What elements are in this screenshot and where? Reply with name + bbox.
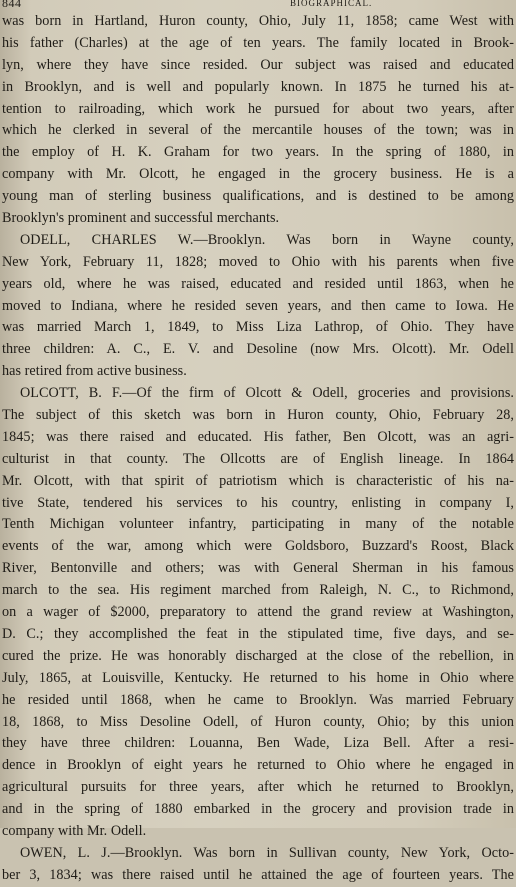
text-line: tention to railroading, which work he pursued for about two years, after	[2, 100, 514, 117]
text-line: River, Bentonville and others; was with General Sherman in his famous	[2, 560, 514, 577]
text-line: Mr. Olcott, with that spirit of patriotism which is characteristic of his na-	[2, 472, 514, 489]
text-line: was born in Hartland, Huron county, Ohio, July 11, 1858; came West with	[2, 13, 514, 29]
text-line: young man of sterling business qualifications, and is destined to be among	[2, 188, 514, 205]
text-line: July, 1865, at Louisville, Kentucky. He returned to his home in Ohio where	[2, 669, 514, 686]
page-header	[0, 0, 516, 10]
text-line: company with Mr. Odell.	[2, 822, 147, 839]
text-line: lyn, where they have since resided. Our subject was raised and educated	[2, 56, 514, 73]
text-line: dence in Brooklyn of eight years he returned to Ohio where he engaged in	[2, 757, 514, 774]
text-line: and in the spring of 1880 embarked in the grocery and provision trade in	[2, 801, 514, 818]
text-line: on a wager of $2000, preparatory to attend the grand review at Washington,	[2, 604, 514, 621]
text-line: The subject of this sketch was born in Huron county, Ohio, February 28,	[2, 407, 514, 424]
text-line: tive State, tendered his services to his country, enlisting in company I,	[2, 494, 514, 511]
text-line: Brooklyn's prominent and successful merchants.	[2, 210, 280, 227]
text-line: agricultural pursuits for three years, after which he returned to Brooklyn,	[2, 779, 514, 796]
text-line: march to the sea. His regiment marched from Raleigh, N. C., to Richmond,	[2, 582, 514, 599]
text-line: D. C.; they accomplished the feat in the stipulated time, five days, and se-	[2, 625, 514, 642]
text-line: which he clerked in several of the mercantile houses of the town; was in	[2, 122, 514, 139]
text-line: he resided until 1868, when he came to Brooklyn. Was married February	[2, 691, 514, 708]
text-line: culturist in that county. The Ollcotts are of English lineage. In 1864	[2, 450, 514, 467]
text-line: has retired from active business.	[2, 363, 187, 380]
text-line: ber 3, 1834; was there raised until he attained the age of fourteen years. The	[2, 866, 514, 883]
text-line: they have three children: Louanna, Ben Wade, Liza Bell. After a resi-	[2, 735, 514, 752]
text-line: moved to Indiana, where he resided seven years, and then came to Iowa. He	[2, 297, 514, 314]
text-line: the employ of H. K. Graham for two years. In the spring of 1880, in	[2, 144, 514, 161]
text-line: in Brooklyn, and is well and popularly known. In 1875 he turned his at-	[2, 78, 514, 95]
text-line: ODELL, CHARLES W.—Brooklyn. Was born in Wayne county,	[20, 231, 514, 248]
running-head: BIOGRAPHICAL.	[290, 0, 373, 8]
text-line: 1845; was there raised and educated. His father, Ben Olcott, was an agri-	[2, 428, 514, 445]
text-line: OLCOTT, B. F.—Of the firm of Olcott & Odell, groceries and provisions.	[20, 385, 514, 402]
text-line: three children: A. C., E. V. and Desoline (now Mrs. Olcott). Mr. Odell	[2, 341, 514, 358]
page-number: 844	[2, 0, 22, 10]
text-line: 18, 1868, to Miss Desoline Odell, of Huron county, Ohio; by this union	[2, 713, 514, 730]
text-line: Tenth Michigan volunteer infantry, participating in many of the notable	[2, 516, 514, 533]
text-line: events of the war, among which were Goldsboro, Buzzard's Roost, Black	[2, 538, 514, 555]
text-line: was married March 1, 1849, to Miss Liza Lathrop, of Ohio. They have	[2, 319, 514, 336]
text-line: New York, February 11, 1828; moved to Ohio with his parents when five	[2, 253, 514, 270]
text-line: his father (Charles) at the age of ten years. The family located in Brook-	[2, 34, 514, 51]
body-text	[2, 11, 514, 887]
text-line: OWEN, L. J.—Brooklyn. Was born in Sullivan county, New York, Octo-	[20, 844, 514, 861]
text-line: company with Mr. Olcott, he engaged in the grocery business. He is a	[2, 166, 514, 183]
text-line: years old, where he was raised, educated and resided until 1863, when he	[2, 275, 514, 292]
text-line: cured the prize. He was honorably discharged at the close of the rebellion, in	[2, 647, 514, 664]
